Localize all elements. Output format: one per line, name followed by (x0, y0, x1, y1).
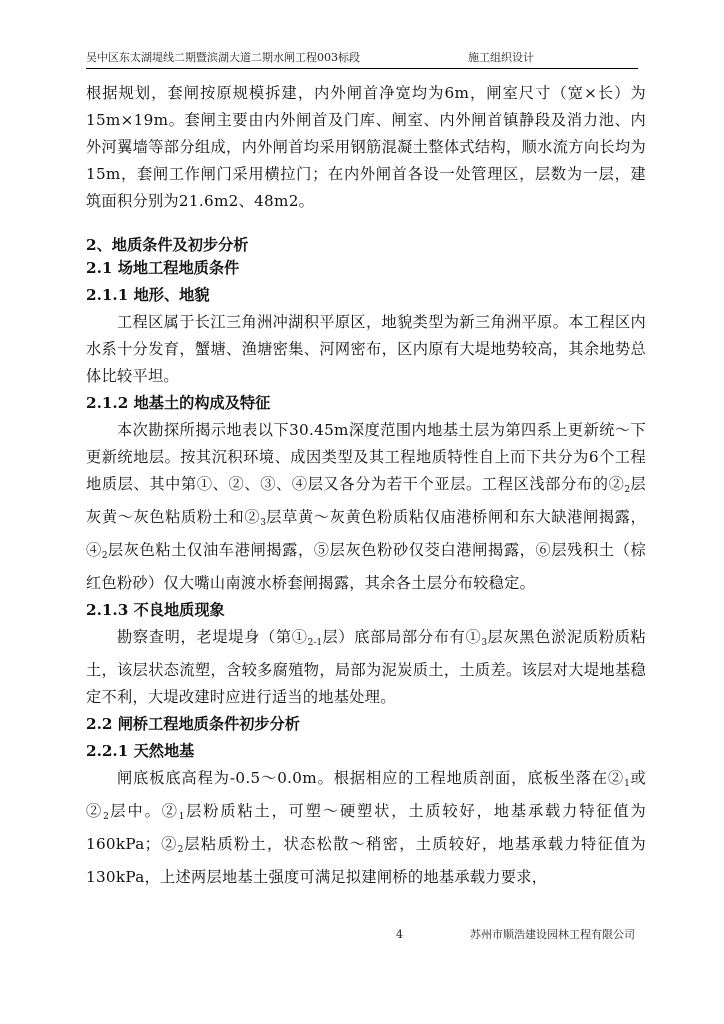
subscript: 2-1 (307, 638, 323, 648)
text-run: 层灰黑色淤泥质粉质粘土，该层状态流塑，含较多腐殖物，局部为泥炭质土，土质差。该层对大堤地基稳定不利，大堤改建时应进行适当的地基处理。 (86, 628, 647, 706)
heading-section-2: 2、地质条件及初步分析 (86, 236, 249, 254)
text-run: 层粉质粘土，可塑～硬塑状，土质较好，地基承载力特征值为160kPa；② (86, 802, 646, 853)
page-header (86, 50, 638, 66)
subscript: 2 (177, 845, 184, 855)
text-run: 本次勘探所揭示地表以下30.45m深度范围内地基土层为第四系上更新统～下更新统地层。按其沉积环境、成因类型及其工程地质特性自上而下共分为6个工程地质层、其中第①、②、③、④层又各分为若干个亚层。工程区浅部分布的② (86, 421, 646, 493)
subscript: 3 (481, 638, 488, 648)
heading-2-1: 2.1 场地工程地质条件 (86, 259, 240, 277)
page-number: 4 (396, 928, 403, 941)
heading-2-1-1: 2.1.1 地形、地貌 (86, 286, 210, 304)
paragraph-adverse-geology (86, 624, 646, 711)
paragraph-terrain: 工程区属于长江三角洲冲湖积平原区，地貌类型为新三角洲平原。本工程区内水系十分发育，蟹塘、渔塘密集、河网密布，区内原有大堤地势较高，其余地势总体比较平坦。 (86, 313, 646, 385)
text-run: 层）底部局部分布有① (322, 628, 482, 646)
paragraph-natural-foundation (86, 765, 646, 891)
heading-2-1-3: 2.1.3 不良地质现象 (86, 601, 225, 619)
subscript: 2 (103, 812, 109, 822)
text-run: 层粘质粉土，状态松散～稍密，土质较好，地基承载力特征值为130kPa，上述两层地基土强度可满足拟建闸桥的地基承载力要求， (86, 835, 647, 886)
subscript: 2 (624, 485, 631, 495)
subscript: 1 (624, 779, 630, 789)
header-project-title: 吴中区东太湖堤线二期暨滨湖大道二期水闸工程003标段 (86, 51, 360, 64)
text-run: 闸底板底高程为-0.5～0.0m。根据相应的工程地质剖面，底板坐落在② (117, 769, 625, 787)
heading-2-1-2: 2.1.2 地基土的构成及特征 (86, 394, 271, 412)
header-rule (86, 68, 638, 69)
text-run: 层灰色粘土仅油车港闸揭露，⑤层灰色粉砂仅茭白港闸揭露，⑥层残积土（棕红色粉砂）仅大嘴山南渡水桥套闸揭露，其余各土层分布较稳定。 (86, 541, 646, 592)
subscript: 2 (101, 551, 108, 561)
footer-company: 苏州市顺浩建设园林工程有限公司 (470, 928, 635, 941)
page-footer (86, 928, 638, 942)
text-run: 或② (86, 769, 646, 820)
subscript: 3 (260, 518, 266, 528)
text-run: 层灰黄～灰色粘质粉土和② (86, 475, 646, 526)
text-run: 层中。② (108, 802, 179, 820)
heading-2-2: 2.2 闸桥工程地质条件初步分析 (86, 715, 300, 733)
header-doc-type: 施工组织设计 (468, 51, 534, 64)
paragraph-intro: 根据规划，套闸按原规模拆建，内外闸首净宽均为6m，闸室尺寸（宽×长）为15m×19m。套闸主要由内外闸首及门库、闸室、内外闸首镇静段及消力池、内外河翼墙等部分组成，内外闸首均采用钢筋混凝土整体式结构，顺水流方向长均为15m，套闸工作闸门采用横拉门；在内外闸首各设一处管理区，层数为一层，建筑面积分别为21.6m2、48m2。 (86, 84, 646, 210)
document-body (86, 80, 646, 891)
text-run: 勘察查明，老堤堤身（第① (117, 628, 308, 646)
text-run: 层草黄～灰黄色粉质粘仅庙港桥闸和东大缺港闸揭露，④ (86, 508, 646, 559)
paragraph-soil-composition (86, 417, 646, 597)
subscript: 1 (178, 812, 185, 822)
heading-2-2-1: 2.2.1 天然地基 (86, 742, 195, 760)
